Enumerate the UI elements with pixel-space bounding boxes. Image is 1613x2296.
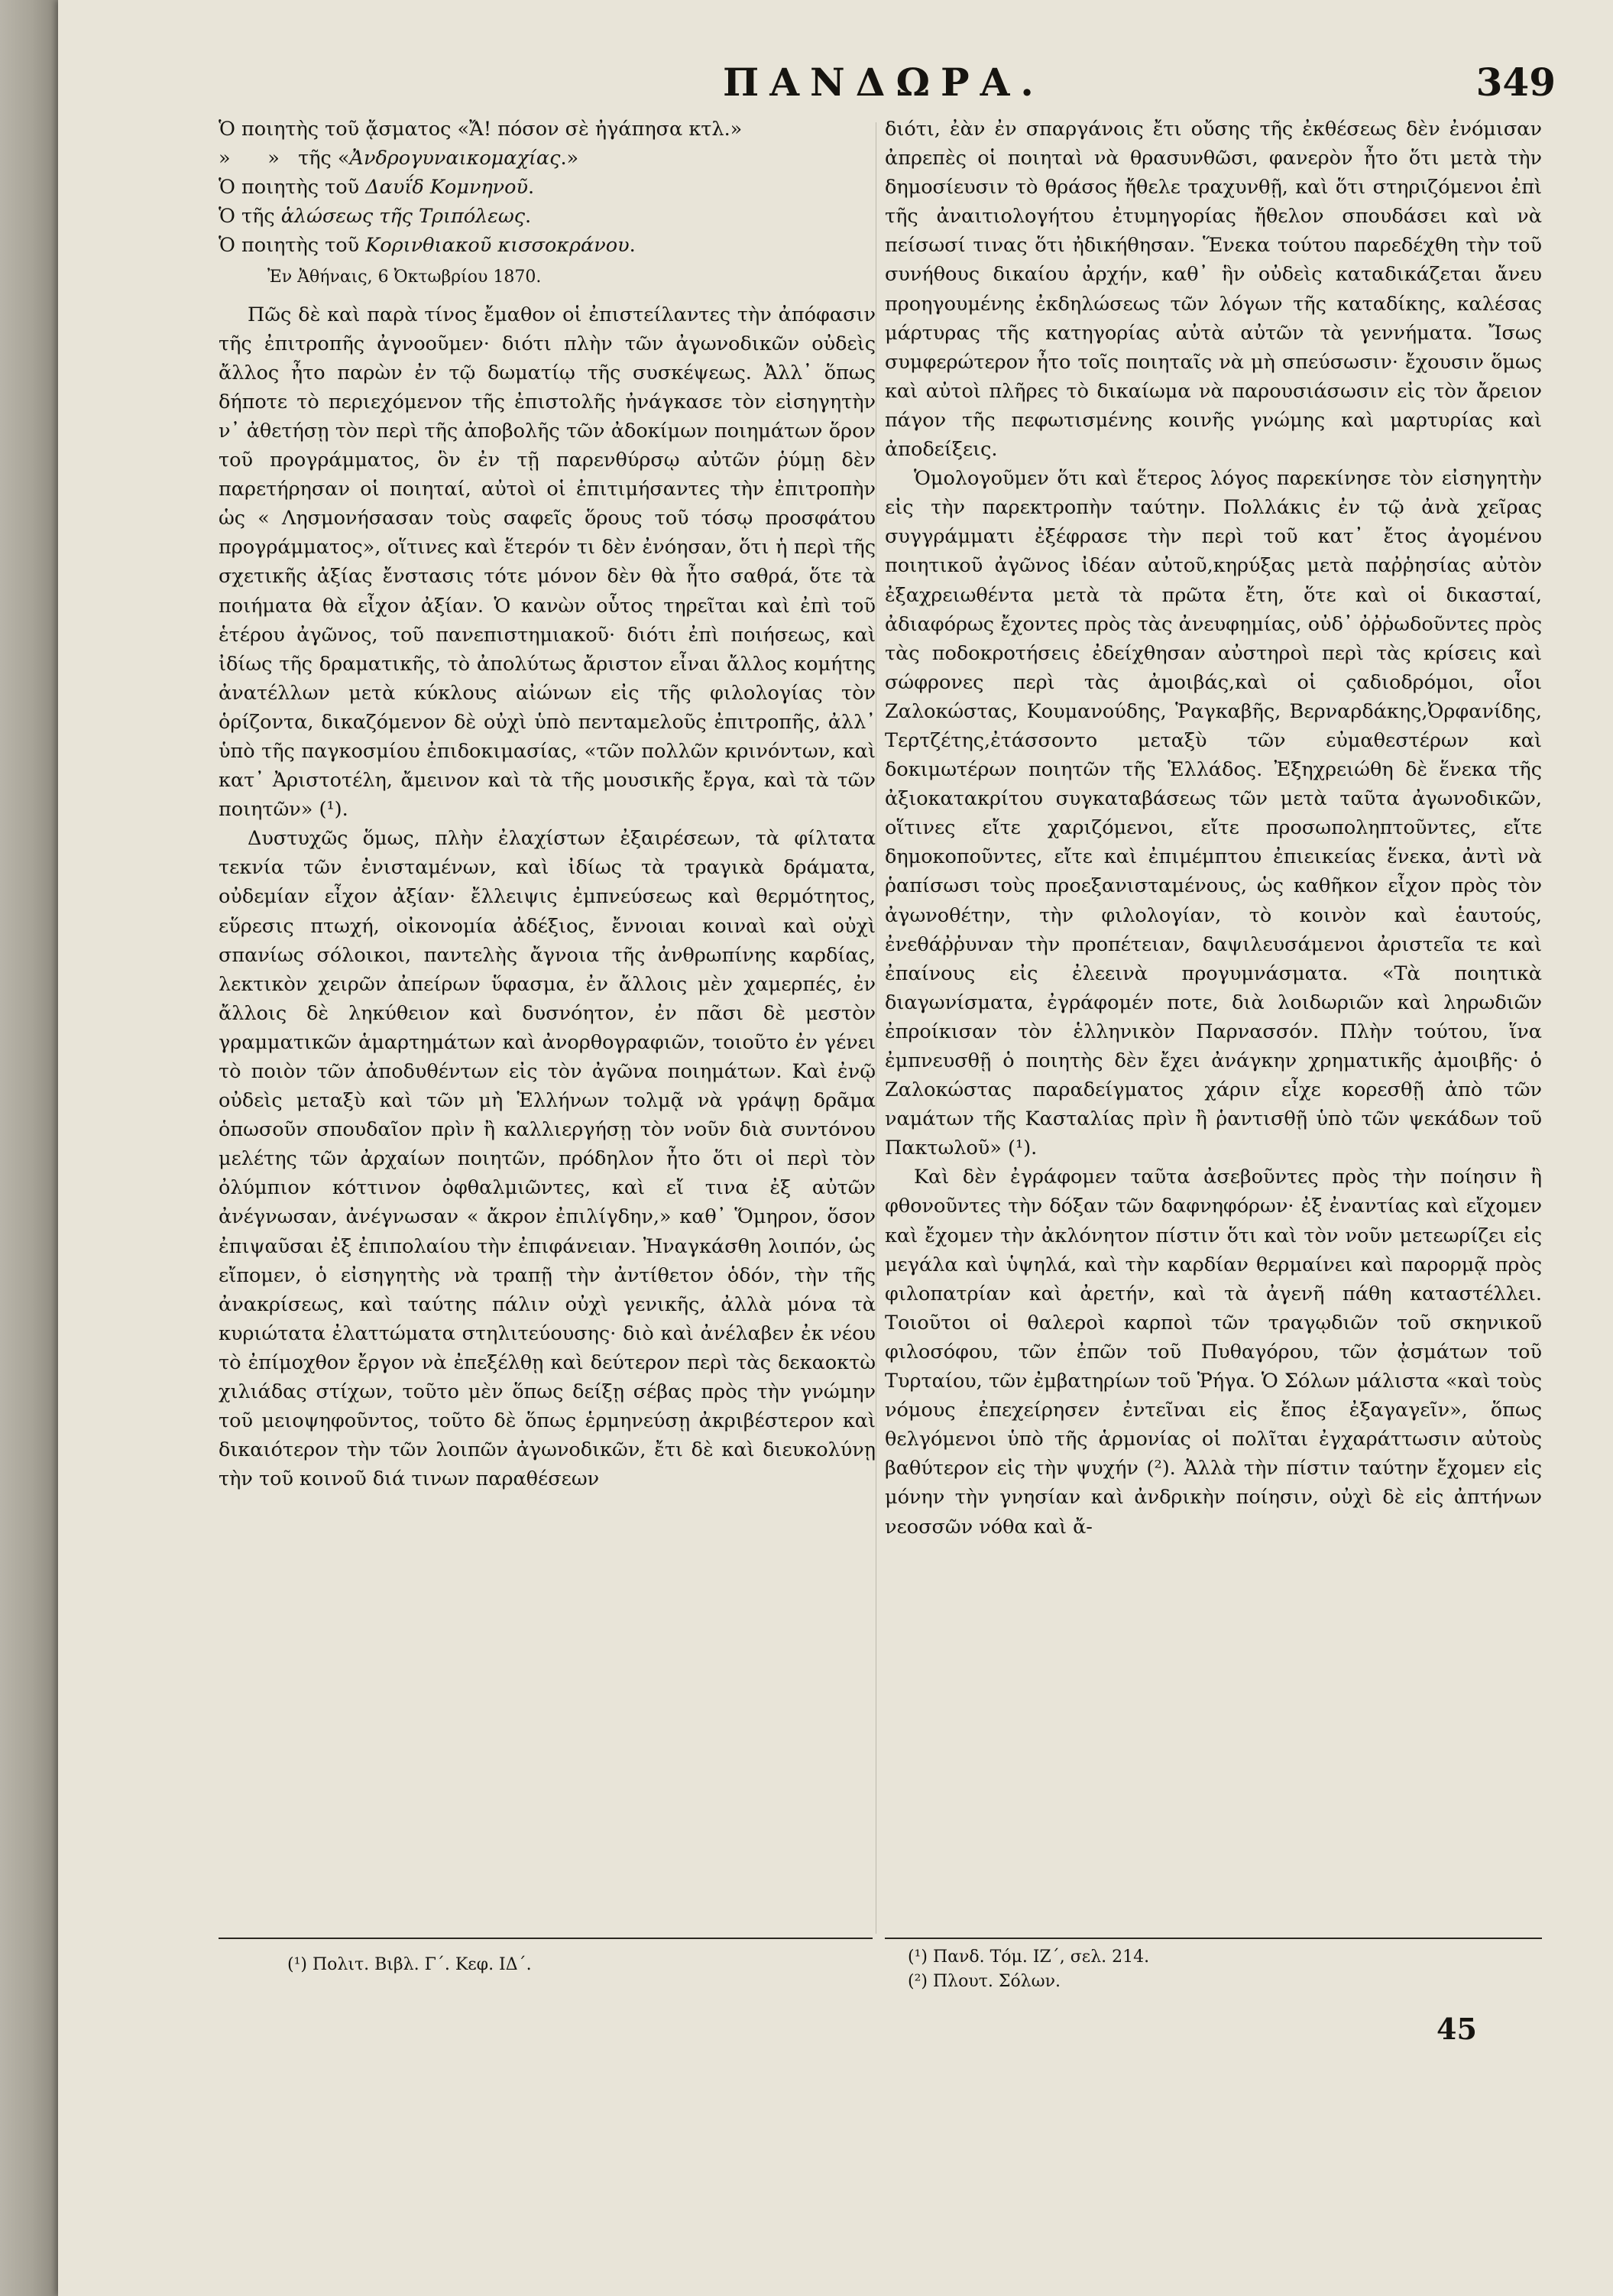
printer-signature-mark: 45 [1436, 2012, 1477, 2046]
signature-line: Ὁ ποιητὴς τοῦ Δαυΐδ Κομνηνοῦ. [219, 176, 535, 199]
dateline: Ἐν Ἀθήναις, 6 Ὀκτωβρίου 1870. [267, 268, 542, 287]
book-gutter [0, 0, 58, 2296]
page-number: 349 [1475, 60, 1556, 105]
right-column [885, 115, 1542, 1542]
body-paragraph: Δυστυχῶς ὅμως, πλὴν ἐλαχίστων ἐξαιρέσεων, τὰ φίλτατα τεκνία τῶν ἐνισταμένων, καὶ ἰδίως τὰ τραγικὰ δράματα, οὐδεμίαν εἶχον ἀξίαν· ἔλλειψις ἐμπνεύσεως καὶ θερμότητος, εὕρεσις πτωχή, οἰκονομία ἀδέξιος, ἔννοιαι κοιναὶ καὶ οὐχὶ σπανίως σόλοικοι, παντελὴς ἄγνοια τῆς ἀνθρωπίνης καρδίας, λεκτικὸν χειρῶν ἀπείρων ὕφασμα, ἐν ἄλλοις μὲν χαμερπές, ἐν ἄλλοις δὲ ληκύθειον καὶ δυσνόητον, ἐν πᾶσι δὲ μεστὸν γραμματικῶν ἁμαρτημάτων καὶ ἀνορθογραφιῶν, τοιοῦτο ἐν γένει τὸ ποιὸν τῶν ἀποδυθέντων εἰς τὸν ἀγῶνα ποιημάτων. Καὶ ἐνῷ οὐδεὶς μεταξὺ καὶ τῶν μὴ Ἑλλήνων τολμᾷ νὰ γράψῃ δρᾶμα ὁπωσοῦν σπουδαῖον πρὶν ἢ καλλιεργήσῃ τὸν νοῦν διὰ συντόνου μελέτης τῶν ἀρχαίων ποιητῶν, πρόδηλον ἦτο ὅτι οἱ περὶ τὸν ὀλύμπιον κόττινον ὀφθαλμιῶντες, καὶ εἴ τινα ἐξ αὐτῶν ἀνέγνωσαν, ἀνέγνωσαν « ἄκρον ἐπιλίγδην,» καθ᾽ Ὅμηρον, ὅσον ἐπιψαῦσαι ἐξ ἐπιπολαίου τὴν ἐπιφάνειαν. Ἠναγκάσθη λοιπόν, ὡς εἴπομεν, ὁ εἰσηγητὴς νὰ τραπῇ τὴν ἀντίθετον ὁδόν, τὴν τῆς ἀνακρίσεως, καὶ ταύτης πάλιν οὐχὶ γενικῆς, ἀλλὰ μόνα τὰ κυριώτατα ἐλαττώματα στηλιτεύουσης· διὸ καὶ ἀνέλαβεν ἐκ νέου τὸ ἐπίμοχθον ἔργον νὰ ἐπεξέλθῃ καὶ δεύτερον περὶ τὰς δεκαοκτὼ χιλιάδας στίχων, τοῦτο μὲν ὅπως δείξῃ σέβας πρὸς τὴν γνώμην τοῦ μειοψηφοῦντος, τοῦτο δὲ ὅπως ἑρμηνεύσῃ ἀκριβέστερον καὶ δικαιότερον τὴν τῶν λοιπῶν ἀγωνοδικῶν, ἔτι δὲ καὶ διευκολύνῃ τὴν τοῦ κοινοῦ διά τινων παραθέσεων [219, 827, 876, 1491]
body-paragraph: Καὶ δὲν ἐγράφομεν ταῦτα ἀσεβοῦντες πρὸς τὴν ποίησιν ἢ φθονοῦντες τὴν δόξαν τῶν δαφνηφόρων· ἐξ ἐναντίας καὶ εἴχομεν καὶ ἔχομεν τὴν ἀκλόνητον πίστιν ὅτι καὶ τὸν νοῦν μετεωρίζει εἰς μεγάλα καὶ ὑψηλά, καὶ τὴν καρδίαν θερμαίνει καὶ παρορμᾷ πρὸς φιλοπατρίαν καὶ ἀρετήν, καὶ τὰ ἀγενῆ πάθη καταστέλλει. Τοιοῦτοι οἱ θαλεροὶ καρποὶ τῶν τραγῳδιῶν τοῦ σκηνικοῦ φιλοσόφου, τῶν ἐπῶν τοῦ Πυθαγόρου, τῶν ᾀσμάτων τοῦ Τυρταίου, τῶν ἐμβατηρίων τοῦ Ῥήγα. Ὁ Σόλων μάλιστα «καὶ τοὺς νόμους ἐπεχείρησεν ἐντεῖναι εἰς ἔπος ἐξαγαγεῖν», ὅπως θελγόμενοι ὑπὸ τῆς ἁρμονίας οἱ πολῖται ἐγχαράττωσιν αὐτοὺς βαθύτερον εἰς τὴν ψυχήν (²). Ἀλλὰ τὴν πίστιν ταύτην ἔχομεν εἰς μόνην τὴν γνησίαν καὶ ἀνδρικὴν ποίησιν, οὐχὶ δὲ εἰς ἀπτήνων νεοσσῶν νόθα καὶ ἄ- [885, 1166, 1542, 1539]
body-paragraph: Πῶς δὲ καὶ παρὰ τίνος ἔμαθον οἱ ἐπιστείλαντες τὴν ἀπόφασιν τῆς ἐπιτροπῆς ἀγνοοῦμεν· διότι πλὴν τῶν ἀγωνοδικῶν οὐδεὶς ἄλλος ἦτο παρὼν ἐν τῷ δωματίῳ τῆς συσκέψεως. Ἀλλ᾽ ὅπως δήποτε τὸ περιεχόμενον τῆς ἐπιστολῆς ἠνάγκασε τὸν εἰσηγητὴν ν᾽ ἀθετήσῃ τὸν περὶ τῆς ἀποβολῆς τῶν ἀδοκίμων ποιημάτων ὅρον τοῦ προγράμματος, ὃν ἐν τῇ παρενθύρσῳ αὐτῶν ῥύμῃ δὲν παρετήρησαν οἱ ποιηταί, αὐτοὶ οἱ ἐπιτιμήσαντες τὴν ἐπιτροπὴν ὡς « Λησμονήσασαν τοὺς σαφεῖς ὅρους τοῦ τόσῳ προσφάτου προγράμματος», οἵτινες καὶ ἕτερόν τι δὲν ἐνόησαν, ὅτι ἡ περὶ τῆς σχετικῆς ἀξίας ἔνστασις τότε μόνον δὲν θὰ ἦτο σαθρά, ὅτε τὰ ποιήματα θὰ εἶχον ἀξίαν. Ὁ κανὼν οὗτος τηρεῖται καὶ ἐπὶ τοῦ ἑτέρου ἀγῶνος, τοῦ πανεπιστημιακοῦ· διότι ἐπὶ ποιήσεως, καὶ ἰδίως τῆς δραματικῆς, τὸ ἀπολύτως ἄριστον εἶναι ἄλλος κομήτης ἀνατέλλων μετὰ κύκλους αἰώνων εἰς τῆς φιλολογίας τὸν ὁρίζοντα, δικαζόμενον δὲ οὐχὶ ὑπὸ πενταμελοῦς ἐπιτροπῆς, ἀλλ᾽ ὑπὸ τῆς παγκοσμίου ἐπιδοκιμασίας, «τῶν πολλῶν κρινόντων, καὶ κατ᾽ Ἀριστοτέλη, ἄμεινον καὶ τὰ τῆς μουσικῆς ἔργα, καὶ τὰ τῶν ποιητῶν» (¹). [219, 303, 876, 822]
footnote-rule [885, 1938, 1542, 1939]
footnotes [908, 1945, 1149, 1994]
body-paragraph: Ὁμολογοῦμεν ὅτι καὶ ἕτερος λόγος παρεκίνησε τὸν εἰσηγητὴν εἰς τὴν παρεκτροπὴν ταύτην. Πολλάκις ἐν τῷ ἀνὰ χεῖρας συγγράμματι ἐξέφρασε τὴν περὶ τοῦ κατ᾽ ἔτος ἀγομένου ποιητικοῦ ἀγῶνος ἰδέαν αὐτοῦ,κηρύξας μετὰ παῤῥησίας αὐτὸν ἐξαχρειωθέντα μετὰ τὰ πρῶτα ἔτη, ὅτε καὶ οἱ δικασταί, ἀδιαφόρως ἔχοντες πρὸς τὰς ἀνευφημίας, οὐδ᾽ ὀῤῥωδοῦντες πρὸς τὰς ποδοκροτήσεις ἐδείχθησαν αὐστηροὶ περὶ τὰς κρίσεις καὶ σώφρονες περὶ τὰς ἀμοιβάς,καὶ οἱ ςαδιοδρόμοι, οἷοι Ζαλοκώστας, Κουμανούδης, Ῥαγκαβῆς, Βερναρδάκης,Ὀρφανίδης, Τερτζέτης,ἐτάσσοντο μεταξὺ τῶν εὐμαθεστέρων καὶ δοκιμωτέρων ποιητῶν τῆς Ἑλλάδος. Ἐξηχρειώθη δὲ ἕνεκα τῆς ἀξιοκατακρίτου συγκαταβάσεως τῶν μετὰ ταῦτα ἀγωνοδικῶν, οἵτινες εἴτε χαριζόμενοι, εἴτε προσωποληπτοῦντες, εἴτε δημοκοποῦντες, εἴτε καὶ ἐπιμέμπτου ἐπιεικείας ἕνεκα, ἀντὶ νὰ ῥαπίσωσι τοὺς προεξανισταμένους, ὡς καθῆκον εἶχον πρὸς τὸν ἀγωνοθέτην, τὴν φιλολογίαν, τὸ κοινὸν καὶ ἑαυτούς, ἐνεθάῤῥυναν τὴν προπέτειαν, δαψιλευσάμενοι ἀριστεῖα τε καὶ ἐπαίνους εἰς ἐλεεινὰ προγυμνάσματα. «Τὰ ποιητικὰ διαγωνίσματα, ἐγράφομέν ποτε, διὰ λοιδωριῶν καὶ ληρωδιῶν ἐπροίκισαν τὸν ἑλληνικὸν Παρνασσόν. Πλὴν τούτου, ἵνα ἐμπνευσθῇ ὁ ποιητὴς δὲν ἔχει ἀνάγκην χρηματικῆς ἀμοιβῆς· ὁ Ζαλοκώστας παραδείγματος χάριν εἶχε κορεσθῇ ἀπὸ τῶν ναμάτων τῆς Κασταλίας πρὶν ἢ ῥαντισθῇ ὑπὸ τῶν ψεκάδων τοῦ Πακτωλοῦ» (¹). [885, 467, 1542, 1160]
signature-line: » » τῆς «Ἀνδρογυναικομαχίας.» [219, 147, 579, 170]
page [58, 0, 1613, 2296]
signature-block [219, 115, 876, 260]
footnote: (²) Πλουτ. Σόλων. [908, 1972, 1061, 1991]
journal-title: ΠΑΝΔΩΡΑ. [723, 60, 1045, 105]
body-paragraph: διότι, ἐὰν ἐν σπαργάνοις ἔτι οὔσης τῆς ἐκθέσεως δὲν ἐνόμισαν ἀπρεπὲς οἱ ποιηταὶ νὰ θρασυνθῶσι, φανερὸν ἦτο ὅτι μετὰ τὴν δημοσίευσιν τὸ θράσος ἤθελε τραχυνθῇ, καὶ ὅτι στηριζόμενοι ἐπὶ τῆς ἀναιτιολογήτου ἐτυμηγορίας ἤθελον σπουδάσει καὶ νὰ πείσωσί τινας ὅτι ἠδικήθησαν. Ἕνεκα τούτου παρεδέχθη τὴν τοῦ συνήθους δικαίου ἀρχήν, καθ᾽ ἣν οὐδεὶς καταδικάζεται ἄνευ προηγουμένης ἐκδηλώσεως τῶν λόγων τῆς καταδίκης, καλέσας μάρτυρας τῆς κατηγορίας αὐτὰ αὐτῶν τὰ γεννήματα. Ἴσως συμφερώτερον ἦτο τοῖς ποιηταῖς νὰ μὴ σπεύσωσιν· ἔχουσιν ὅμως καὶ αὐτοὶ πλῆρες τὸ δικαίωμα νὰ παρουσιάσωσιν εἰς τὸν ἄρειον πάγον τῆς πεφωτισμένης κοινῆς γνώμης καὶ μαρτυρίας καὶ ἀποδείξεις. [885, 118, 1542, 462]
footnote-rule [219, 1938, 873, 1939]
signature-line: Ὁ τῆς ἁλώσεως τῆς Τριπόλεως. [219, 205, 532, 229]
running-head [58, 60, 1556, 121]
signature-line: Ὁ ποιητὴς τοῦ ᾄσματος «Ἄ! πόσον σὲ ἠγάπησα κτλ.» [219, 118, 743, 141]
left-column [219, 115, 876, 1493]
signature-line: Ὁ ποιητὴς τοῦ Κορινθιακοῦ κισσοκράνου. [219, 234, 636, 258]
footnote: (¹) Πανδ. Τόμ. ΙΖ΄, σελ. 214. [908, 1947, 1150, 1967]
footnote: (¹) Πολιτ. Βιβλ. Γ΄. Κεφ. ΙΔ΄. [287, 1955, 532, 1974]
